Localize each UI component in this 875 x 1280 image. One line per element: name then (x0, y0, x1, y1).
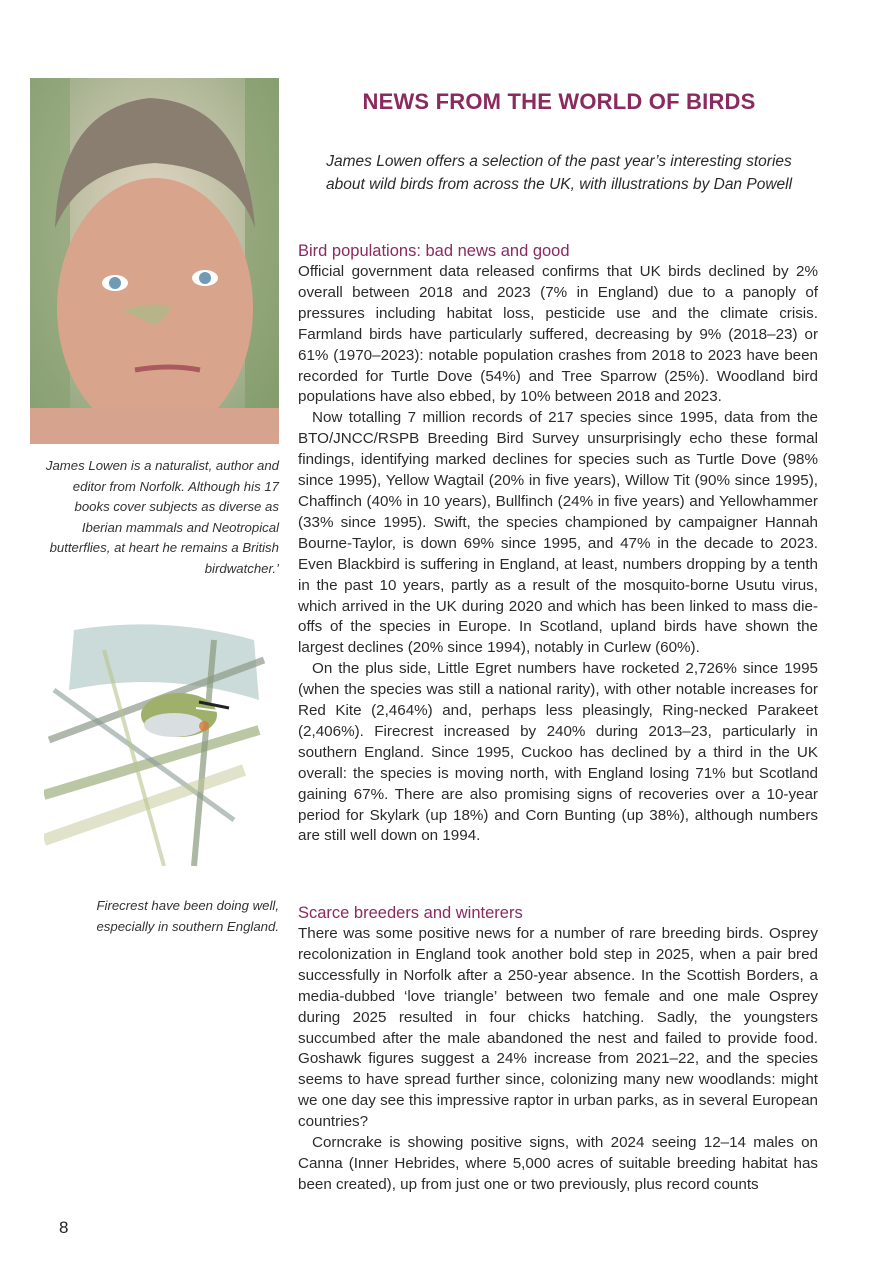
page-number: 8 (59, 1218, 69, 1237)
author-photo (30, 78, 279, 444)
paragraph: Now totalling 7 million records of 217 species since 1995, data from the BTO/JNCC/RSPB Breeding Bird Survey unsurprisingly echo these formal findings, identifying marked declines for species such as Turtle Dove (98% since 1995), Yellow Wagtail (20% in five years), Willow Tit (90% since 1995), Chaffinch (40% in 10 years), Bullfinch (24% in five years) and Yellowhammer (33% since 1995). Swift, the species championed by campaigner Hannah Bourne-Taylor, is down 69% since 1995, and 47% in the decade to 2023. Even Blackbird is suffering in England, at least, numbers dropping by a tenth in the past 10 years, partly as a result of the mosquito-borne Usutu virus, which arrived in the UK during 2020 and which has been linked to mass die-offs of the species in Europe. In Scotland, upland birds have shown the largest declines (20% since 1994), notably in Curlew (60%). (298, 409, 818, 657)
standfirst: James Lowen offers a selection of the past year’s interesting stories about wild birds from across the UK, with illustrations by Dan Powell (325, 153, 793, 193)
section-scarce-breeders (298, 903, 818, 1196)
section-heading: Scarce breeders and winterers (298, 904, 523, 922)
author-portrait-icon (30, 78, 279, 444)
firecrest-bird-icon (44, 620, 272, 866)
section-bird-populations (298, 241, 818, 847)
paragraph: There was some positive news for a number of rare breeding birds. Osprey recolonization in England took another bold step in 2025, when a pair bred successfully in Norfolk after a 250-year absence. In the Scottish Borders, a media-dubbed ‘love triangle’ between two female and one male Osprey during 2025 resulted in four chicks hatching. Sadly, the youngsters succumbed after the male abandoned the nest and failed to provide food. Goshawk figures suggest a 24% increase from 2021–22, and the species seems to have spread further since, colonizing many new woodlands: might we one day see this impressive raptor in urban parks, as in several European countries? (298, 925, 818, 1131)
section-heading: Bird populations: bad news and good (298, 242, 570, 260)
paragraph: On the plus side, Little Egret numbers have rocketed 2,726% since 1995 (when the species was still a national rarity), with other notable increases for Red Kite (2,464%) and, perhaps less pleasingly, Ring-necked Parakeet (2,406%). Firecrest increased by 240% during 2013–23, particularly in southern England. Since 1995, Cuckoo has declined by a third in the UK overall: the species is moving north, with England losing 71% but Scotland gaining 67%. There are also promising signs of recoveries over a 10-year period for Skylark (up 18%) and Corn Bunting (up 38%), although numbers are still well down on 1994. (298, 660, 818, 845)
paragraph: Corncrake is showing positive signs, with 2024 seeing 12–14 males on Canna (Inner Hebrides, where 5,000 acres of suitable breeding habitat has been created), up from just one or two previously, plus record counts (298, 1134, 818, 1193)
paragraph: Official government data released confirms that UK birds declined by 2% overall between 2018 and 2023 (7% in England) due to a panoply of pressures including habitat loss, pesticide use and the climate crisis. Farmland birds have particularly suffered, decreasing by 9% (2018–23) or 61% (1970–2023): notable population crashes from 2018 to 2023 have been recorded for Turtle Dove (54%) and Tree Sparrow (25%). Woodland bird populations have also ebbed, by 10% between 2018 and 2023. (298, 263, 818, 406)
author-caption: James Lowen is a naturalist, author and editor from Norfolk. Although his 17 books cover subjects as diverse as Iberian mammals and Neotropical butterflies, at heart he remains a British birdwatcher.’ (45, 458, 279, 576)
firecrest-illustration (44, 620, 272, 866)
illustration-caption: Firecrest have been doing well, especially in southern England. (96, 898, 279, 934)
page-title: NEWS FROM THE WORLD OF BIRDS (362, 88, 756, 114)
